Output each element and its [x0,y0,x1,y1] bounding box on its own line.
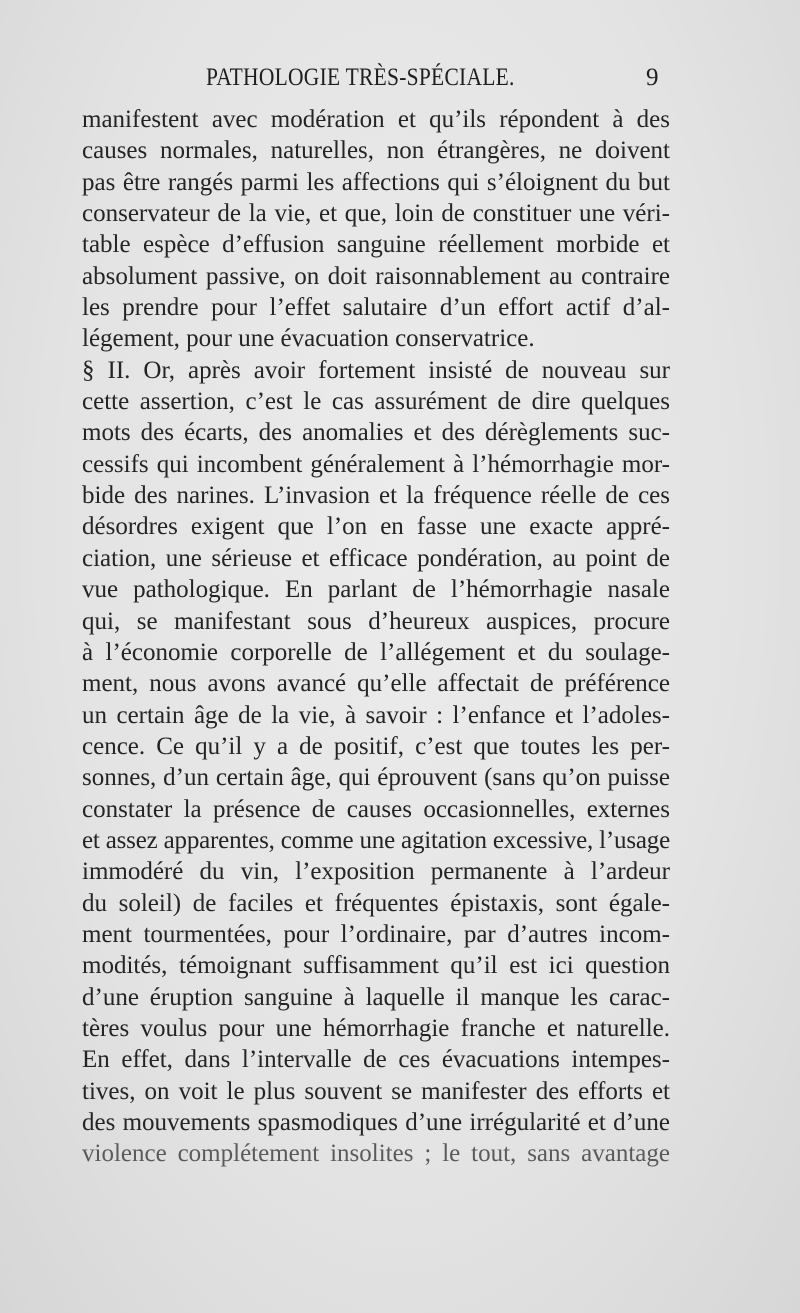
text-line: et assez apparentes, comme une agitation excessive, l’usage [82,826,670,854]
page-number: 9 [646,64,659,91]
text-line: modités, témoignant suffisamment qu’il est ici question [82,952,670,980]
text-line: un certain âge de la vie, à savoir : l’enfance et l’adoles- [82,701,670,729]
running-title: PATHOLOGIE TRÈS-SPÉCIALE. [206,64,515,91]
body-text [82,104,670,1170]
text-line: pas être rangés parmi les affections qui s’éloignent du but [82,168,670,196]
text-line: manifestent avec modération et qu’ils répondent à des [82,106,670,133]
text-line: des mouvements spasmodiques d’une irrégularité et d’une [82,1109,670,1136]
running-head [0,64,800,98]
text-line: d’une éruption sanguine à laquelle il manque les carac- [82,983,670,1011]
text-line: vue pathologique. En parlant de l’hémorrhagie nasale [82,576,670,604]
text-line: cessifs qui incombent généralement à l’hémorrhagie mor- [82,450,670,478]
text-line: tères voulus pour une hémorrhagie franche et naturelle. [82,1014,670,1042]
text-line: sonnes, d’un certain âge, qui éprouvent (sans qu’on puisse [82,764,670,792]
text-line: bide des narines. L’invasion et la fréquence réelle de ces [82,482,670,510]
text-line: ciation, une sérieuse et efficace pondération, au point de [82,544,670,572]
text-line: cence. Ce qu’il y a de positif, c’est que toutes les per- [82,732,670,760]
text-line: table espèce d’effusion sanguine réellement morbide et [82,231,670,259]
text-line: désordres exigent que l’on en fasse une exacte appré- [82,513,670,541]
text-line: immodéré du vin, l’exposition permanente à l’ardeur [82,858,670,886]
text-line: En effet, dans l’intervalle de ces évacuations intempes- [82,1046,670,1074]
text-line: tives, on voit le plus souvent se manifester des efforts et [82,1077,670,1105]
text-line: mots des écarts, des anomalies et des dérèglements suc- [82,419,670,447]
text-line: § II. Or, après avoir fortement insisté de nouveau sur [82,356,670,384]
text-line: ment, nous avons avancé qu’elle affectait de préférence [82,670,670,698]
text-line: légement, pour une évacuation conservatrice. [82,325,535,353]
text-line: cette assertion, c’est le cas assurément de dire quelques [82,388,670,416]
text-line: du soleil) de faciles et fréquentes épistaxis, sont égale- [82,889,670,917]
text-line: ment tourmentées, pour l’ordinaire, par d’autres incom- [82,920,670,948]
text-line: absolument passive, on doit raisonnablement au contraire [82,262,670,290]
text-line: à l’économie corporelle de l’allégement et du soulage- [82,638,670,666]
text-line: causes normales, naturelles, non étrangères, ne doivent [82,137,670,165]
text-line: qui, se manifestant sous d’heureux auspices, procure [82,607,670,635]
text-line: violence complétement insolites ; le tout, sans avantage [82,1140,670,1168]
text-line: les prendre pour l’effet salutaire d’un effort actif d’al- [82,294,670,322]
text-line: conservateur de la vie, et que, loin de constituer une véri- [82,200,670,228]
text-line: constater la présence de causes occasionnelles, externes [82,795,670,823]
